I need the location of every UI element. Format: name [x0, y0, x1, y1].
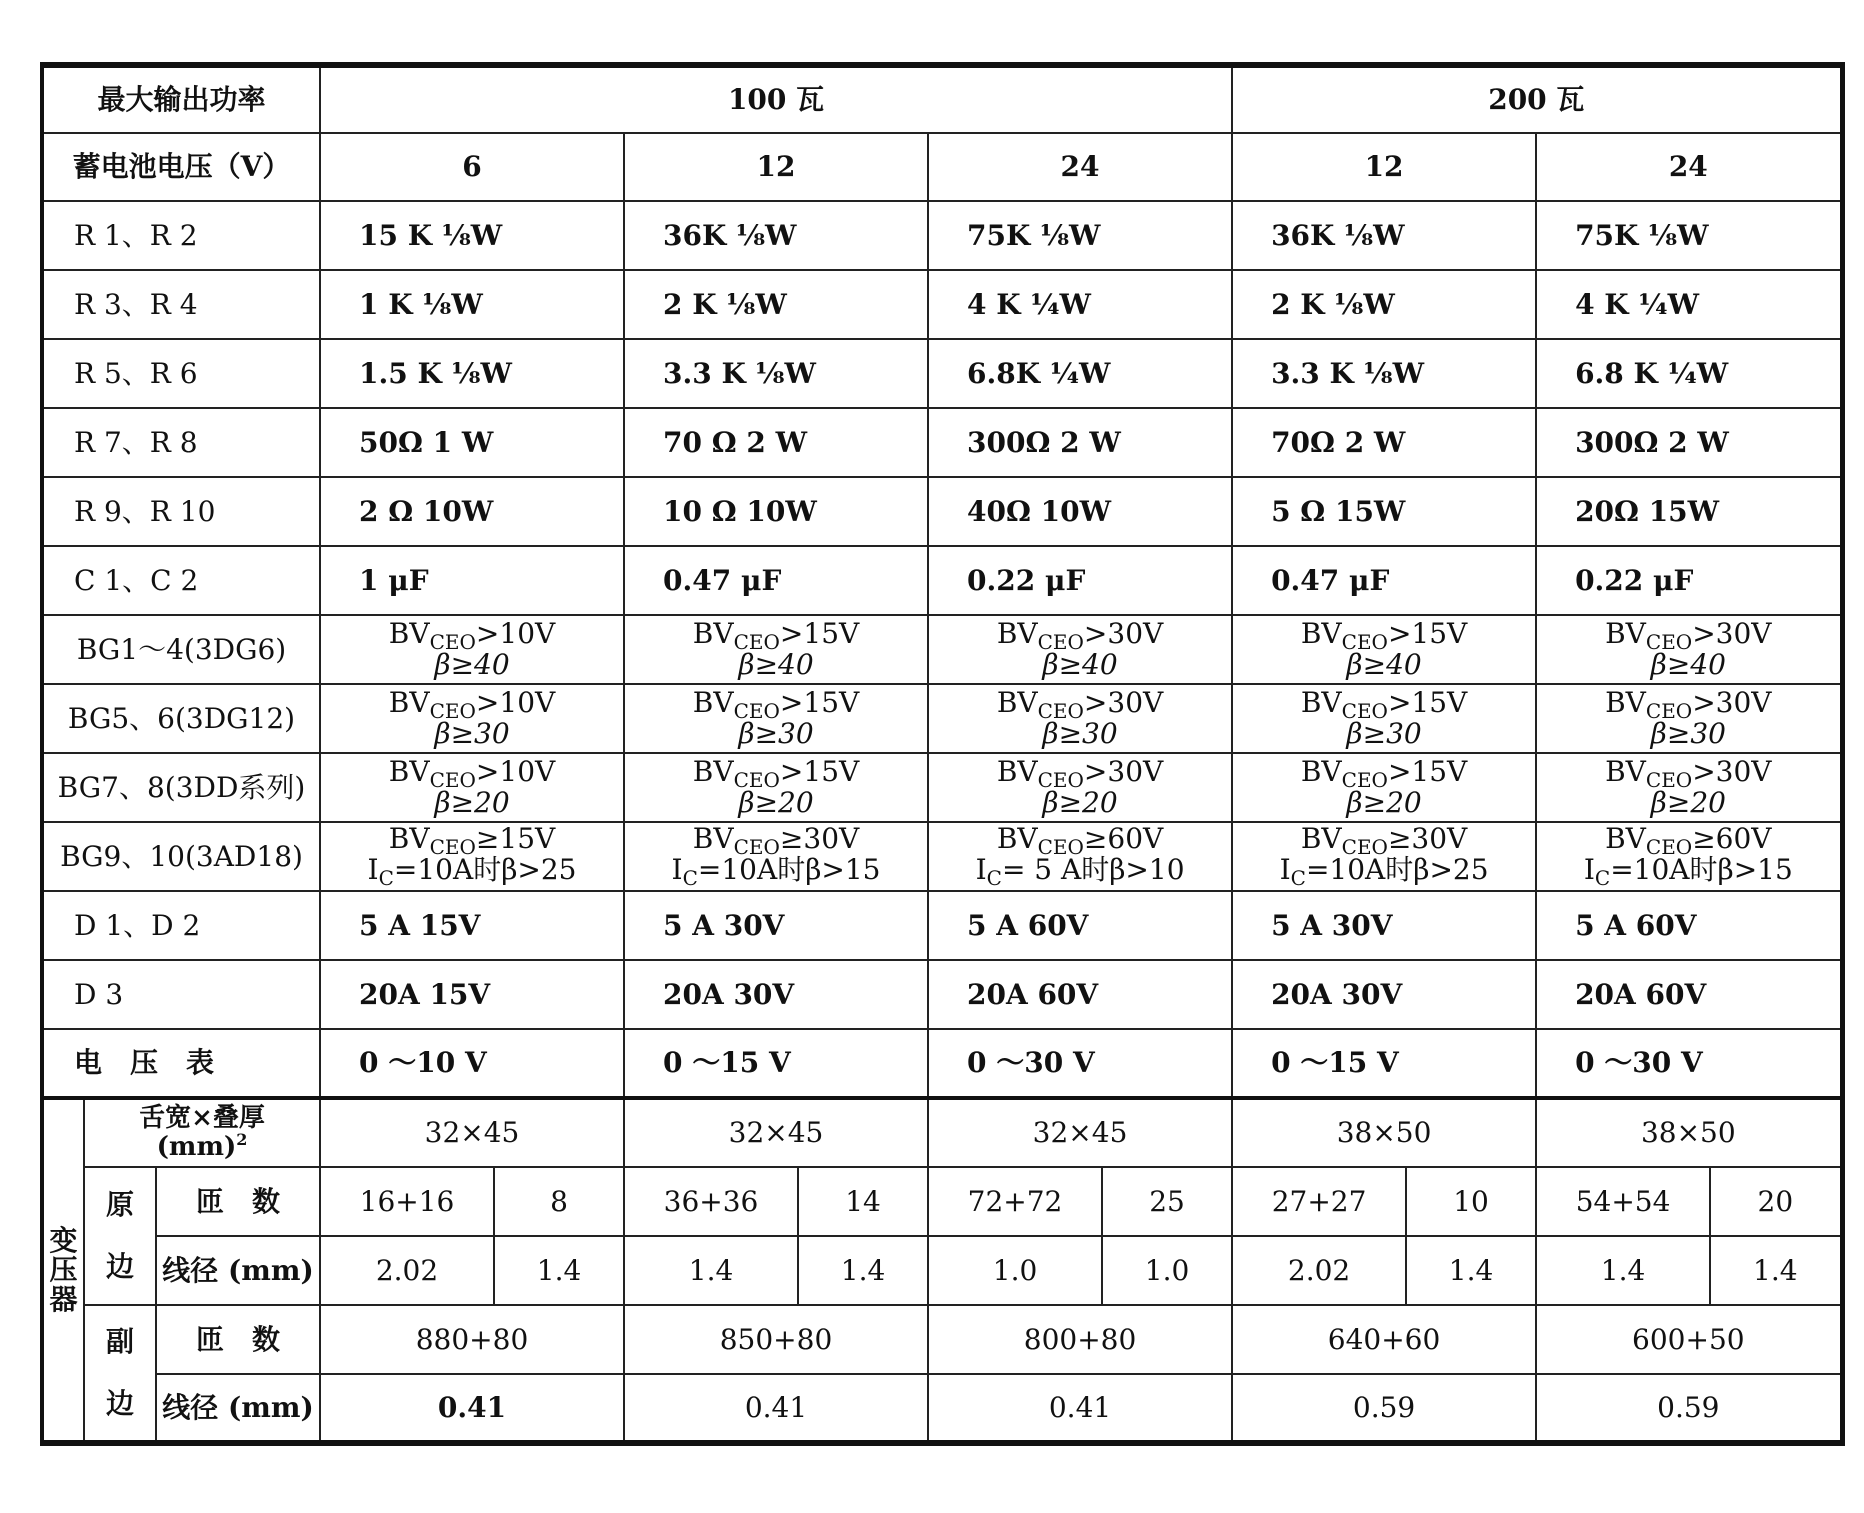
- secondary-char-1: 副: [105, 1325, 134, 1359]
- transistor-spec-cell: [928, 822, 1232, 891]
- cell: 20A 15V: [320, 960, 624, 1029]
- transistor-spec-cell: [320, 684, 624, 753]
- transistor-spec-cell: [624, 615, 928, 684]
- wire-diameter-label: 线径 (mm): [156, 1236, 320, 1305]
- transistor-spec-cell: [320, 753, 624, 822]
- bv-subscript: CEO: [1037, 698, 1084, 723]
- bv-prefix: BV: [1300, 821, 1342, 855]
- ic-prefix: I: [367, 852, 379, 886]
- table-row-d3: [42, 960, 1842, 1029]
- table-row-bg7-8: [42, 753, 1842, 822]
- cell: 5 Ω 15W: [1232, 477, 1536, 546]
- cell: 4 K ¼W: [928, 270, 1232, 339]
- cell: 70 Ω 2 W: [624, 408, 928, 477]
- bv-value: 30V: [1107, 685, 1164, 719]
- transistor-spec-cell: [1536, 822, 1842, 891]
- bv-value: 10V: [499, 616, 556, 650]
- power-group-200w: 200 瓦: [1232, 65, 1842, 133]
- transistor-spec-cell: [1232, 753, 1536, 822]
- wire-diameter-label: 线径 (mm): [156, 1374, 320, 1443]
- bv-subscript: CEO: [733, 834, 780, 859]
- transformer-group-label: [42, 1098, 84, 1443]
- bv-relation: ≥: [779, 821, 804, 855]
- cell: 36+36: [624, 1167, 798, 1236]
- bv-subscript: CEO: [733, 629, 780, 654]
- bv-prefix: BV: [388, 616, 430, 650]
- bv-value: 30V: [803, 821, 860, 855]
- cell: 14: [798, 1167, 928, 1236]
- core-size-label-text: 舌宽×叠厚: [139, 1102, 265, 1133]
- bv-value: 30V: [1715, 616, 1772, 650]
- row-label: D 1、D 2: [42, 891, 320, 960]
- core-unit-text: (mm): [156, 1132, 237, 1162]
- cell: 1.4: [494, 1236, 624, 1305]
- cell: 850+80: [624, 1305, 928, 1374]
- cell: 800+80: [928, 1305, 1232, 1374]
- voltage-6v: 6: [320, 133, 624, 201]
- cell: 0.59: [1232, 1374, 1536, 1443]
- bv-value: 15V: [1411, 754, 1468, 788]
- bv-value: 15V: [499, 821, 556, 855]
- cell: 880+80: [320, 1305, 624, 1374]
- beta-spec: β≥30: [1042, 716, 1118, 750]
- beta-spec: β≥30: [1346, 716, 1422, 750]
- row-label: BG9、10(3AD18): [42, 822, 320, 891]
- transistor-spec-cell: [624, 684, 928, 753]
- table-row-r9-r10: [42, 477, 1842, 546]
- bv-relation: >: [1692, 616, 1716, 650]
- row-label: R 7、R 8: [42, 408, 320, 477]
- transformer-char-2: 压: [49, 1253, 78, 1287]
- primary-winding-label: [84, 1167, 156, 1305]
- ic-beta-spec: [1233, 852, 1535, 890]
- cell: 600+50: [1536, 1305, 1842, 1374]
- cell: 5 A 15V: [320, 891, 624, 960]
- bv-relation: >: [1387, 616, 1412, 650]
- row-label: BG1～4(3DG6): [42, 615, 320, 684]
- cell: 5 A 30V: [1232, 891, 1536, 960]
- table-row-bg9-10: [42, 822, 1842, 891]
- beta-spec: β≥40: [1346, 647, 1422, 681]
- bv-prefix: BV: [1605, 685, 1646, 719]
- transistor-spec-cell: [1232, 684, 1536, 753]
- cell: 1.4: [1536, 1236, 1710, 1305]
- row-label: C 1、C 2: [42, 546, 320, 615]
- ic-beta-spec: [1537, 852, 1840, 890]
- bv-subscript: CEO: [1341, 767, 1388, 792]
- component-spec-table: [40, 62, 1845, 1446]
- bv-subscript: CEO: [1341, 698, 1388, 723]
- bv-relation: >: [475, 685, 500, 719]
- component-spec-sheet: [40, 62, 1840, 1446]
- table-row-transformer-core: [42, 1098, 1842, 1167]
- transistor-spec-cell: [624, 822, 928, 891]
- cell: 20: [1710, 1167, 1842, 1236]
- row-label: 电 压 表: [42, 1029, 320, 1098]
- bv-prefix: BV: [996, 821, 1038, 855]
- bv-prefix: BV: [388, 685, 430, 719]
- bv-relation: >: [1692, 754, 1716, 788]
- row-label: D 3: [42, 960, 320, 1029]
- cell: 1.0: [1102, 1236, 1232, 1305]
- cell: 10: [1406, 1167, 1536, 1236]
- row-label: R 5、R 6: [42, 339, 320, 408]
- transistor-spec-cell: [1536, 684, 1842, 753]
- cell: 1 μF: [320, 546, 624, 615]
- beta-spec: β≥20: [1346, 785, 1422, 819]
- transistor-spec-cell: [1232, 615, 1536, 684]
- bv-value: 30V: [1715, 685, 1772, 719]
- table-row-r3-r4: [42, 270, 1842, 339]
- bv-value: 60V: [1107, 821, 1164, 855]
- bv-relation: >: [779, 616, 804, 650]
- cell: 1.4: [1710, 1236, 1842, 1305]
- ic-prefix: I: [975, 852, 987, 886]
- bv-subscript: CEO: [1645, 698, 1693, 723]
- transistor-spec-cell: [928, 753, 1232, 822]
- max-power-label: 最大输出功率: [42, 65, 320, 133]
- cell: 0 ～15 V: [1232, 1029, 1536, 1098]
- cell: 25: [1102, 1167, 1232, 1236]
- cell: 1.4: [1406, 1236, 1536, 1305]
- bv-relation: >: [1083, 754, 1108, 788]
- cell: 2.02: [320, 1236, 494, 1305]
- bv-value: 60V: [1715, 821, 1772, 855]
- cell: 70Ω 2 W: [1232, 408, 1536, 477]
- bv-relation: >: [1387, 754, 1412, 788]
- bv-subscript: CEO: [1645, 834, 1693, 859]
- bv-subscript: CEO: [429, 629, 476, 654]
- core-size-unit: [85, 1132, 319, 1161]
- cell: 6.8K ¼W: [928, 339, 1232, 408]
- cell: 32×45: [928, 1098, 1232, 1167]
- ic-subscript: C: [986, 865, 1002, 890]
- bv-relation: >: [1692, 685, 1716, 719]
- turns-label: 匝 数: [156, 1305, 320, 1374]
- bv-relation: ≥: [1692, 821, 1716, 855]
- header-row-max-power: [42, 65, 1842, 133]
- bv-prefix: BV: [1300, 616, 1342, 650]
- core-unit-sup: 2: [236, 1130, 248, 1149]
- table-row-voltmeter: [42, 1029, 1842, 1098]
- cell: 36K ⅛W: [624, 201, 928, 270]
- cell: 640+60: [1232, 1305, 1536, 1374]
- bv-prefix: BV: [1605, 754, 1646, 788]
- bv-subscript: CEO: [1645, 767, 1693, 792]
- table-row-bg1-4: [42, 615, 1842, 684]
- table-row-secondary-turns: [42, 1305, 1842, 1374]
- row-label: R 9、R 10: [42, 477, 320, 546]
- bv-value: 10V: [499, 685, 556, 719]
- bv-prefix: BV: [996, 685, 1038, 719]
- cell: 15 K ⅛W: [320, 201, 624, 270]
- table-row-r7-r8: [42, 408, 1842, 477]
- ic-subscript: C: [378, 865, 394, 890]
- ic-subscript: C: [1290, 865, 1306, 890]
- cell: 5 A 60V: [1536, 891, 1842, 960]
- cell: 50Ω 1 W: [320, 408, 624, 477]
- beta-spec: β≥20: [1042, 785, 1118, 819]
- ic-beta-value: =10A时β>25: [393, 852, 577, 886]
- bv-subscript: CEO: [1037, 834, 1084, 859]
- cell: 20A 60V: [928, 960, 1232, 1029]
- cell: 10 Ω 10W: [624, 477, 928, 546]
- ic-beta-value: =10A时β>15: [1610, 852, 1793, 886]
- table-row-r1-r2: [42, 201, 1842, 270]
- cell: 38×50: [1232, 1098, 1536, 1167]
- beta-spec: β≥30: [738, 716, 814, 750]
- primary-char-1: 原: [105, 1188, 134, 1222]
- cell: 0.22 μF: [1536, 546, 1842, 615]
- bv-value: 15V: [803, 685, 860, 719]
- ic-prefix: I: [671, 852, 683, 886]
- transistor-spec-cell: [624, 753, 928, 822]
- bv-prefix: BV: [996, 616, 1038, 650]
- bv-relation: >: [1083, 616, 1108, 650]
- transistor-spec-cell: [928, 615, 1232, 684]
- bv-value: 15V: [803, 616, 860, 650]
- cell: 27+27: [1232, 1167, 1406, 1236]
- cell: 20Ω 15W: [1536, 477, 1842, 546]
- table-row-r5-r6: [42, 339, 1842, 408]
- bv-value: 30V: [1107, 616, 1164, 650]
- bv-relation: >: [475, 616, 500, 650]
- ic-prefix: I: [1583, 852, 1595, 886]
- transformer-char-3: 器: [49, 1282, 78, 1316]
- cell: 75K ⅛W: [1536, 201, 1842, 270]
- cell: 0 ～10 V: [320, 1029, 624, 1098]
- bv-relation: ≥: [1083, 821, 1108, 855]
- cell: 72+72: [928, 1167, 1102, 1236]
- cell: 20A 30V: [624, 960, 928, 1029]
- beta-spec: β≥40: [434, 647, 510, 681]
- cell: 4 K ¼W: [1536, 270, 1842, 339]
- bv-prefix: BV: [692, 821, 734, 855]
- bv-subscript: CEO: [1341, 834, 1388, 859]
- secondary-char-2: 边: [105, 1387, 134, 1420]
- bv-subscript: CEO: [429, 834, 476, 859]
- ic-beta-value: =10A时β>15: [697, 852, 881, 886]
- cell: 1.0: [928, 1236, 1102, 1305]
- cell: 300Ω 2 W: [928, 408, 1232, 477]
- bv-prefix: BV: [1605, 616, 1646, 650]
- cell: 8: [494, 1167, 624, 1236]
- row-label: R 3、R 4: [42, 270, 320, 339]
- ic-subscript: C: [1594, 865, 1611, 890]
- cell: 36K ⅛W: [1232, 201, 1536, 270]
- bv-relation: >: [779, 685, 804, 719]
- bv-prefix: BV: [388, 821, 430, 855]
- turns-label: 匝 数: [156, 1167, 320, 1236]
- bv-relation: >: [1083, 685, 1108, 719]
- voltage-12v-100w: 12: [624, 133, 928, 201]
- cell: 1.5 K ⅛W: [320, 339, 624, 408]
- cell: 0.41: [320, 1374, 624, 1443]
- cell: 0.47 μF: [1232, 546, 1536, 615]
- transistor-spec-cell: [320, 822, 624, 891]
- bv-prefix: BV: [1300, 685, 1342, 719]
- cell: 0.41: [928, 1374, 1232, 1443]
- secondary-winding-label: [84, 1305, 156, 1443]
- transistor-spec-cell: [928, 684, 1232, 753]
- bv-relation: >: [1387, 685, 1412, 719]
- table-row-c1-c2: [42, 546, 1842, 615]
- beta-spec: β≥20: [738, 785, 814, 819]
- table-row-primary-wire: [42, 1236, 1842, 1305]
- bv-subscript: CEO: [1037, 629, 1084, 654]
- bv-subscript: CEO: [1341, 629, 1388, 654]
- cell: 20A 30V: [1232, 960, 1536, 1029]
- beta-spec: β≥30: [434, 716, 510, 750]
- beta-spec: β≥20: [1650, 785, 1726, 819]
- cell: 5 A 30V: [624, 891, 928, 960]
- beta-spec: β≥20: [434, 785, 510, 819]
- cell: 16+16: [320, 1167, 494, 1236]
- voltage-12v-200w: 12: [1232, 133, 1536, 201]
- bv-prefix: BV: [388, 754, 430, 788]
- bv-relation: ≥: [475, 821, 500, 855]
- ic-beta-spec: [321, 852, 623, 890]
- cell: 40Ω 10W: [928, 477, 1232, 546]
- voltage-24v-100w: 24: [928, 133, 1232, 201]
- ic-prefix: I: [1279, 852, 1291, 886]
- bv-prefix: BV: [692, 754, 734, 788]
- cell: 54+54: [1536, 1167, 1710, 1236]
- cell: 2.02: [1232, 1236, 1406, 1305]
- cell: 75K ⅛W: [928, 201, 1232, 270]
- bv-value: 15V: [1411, 616, 1468, 650]
- core-size-label: [84, 1098, 320, 1167]
- cell: 1.4: [624, 1236, 798, 1305]
- cell: 20A 60V: [1536, 960, 1842, 1029]
- cell: 1 K ⅛W: [320, 270, 624, 339]
- bv-subscript: CEO: [429, 767, 476, 792]
- bv-prefix: BV: [692, 685, 734, 719]
- transistor-spec-cell: [320, 615, 624, 684]
- cell: 3.3 K ⅛W: [1232, 339, 1536, 408]
- bv-subscript: CEO: [1645, 629, 1693, 654]
- bv-prefix: BV: [996, 754, 1038, 788]
- cell: 32×45: [624, 1098, 928, 1167]
- row-label: BG7、8(3DD系列): [42, 753, 320, 822]
- beta-spec: β≥40: [1650, 647, 1726, 681]
- ic-beta-spec: [929, 852, 1231, 890]
- ic-beta-value: = 5 A时β>10: [1001, 852, 1185, 886]
- bv-value: 30V: [1411, 821, 1468, 855]
- bv-value: 15V: [1411, 685, 1468, 719]
- header-row-battery-voltage: [42, 133, 1842, 201]
- table-row-secondary-wire: [42, 1374, 1842, 1443]
- bv-relation: >: [779, 754, 804, 788]
- bv-prefix: BV: [1300, 754, 1342, 788]
- cell: 2 K ⅛W: [1232, 270, 1536, 339]
- ic-subscript: C: [682, 865, 698, 890]
- bv-subscript: CEO: [429, 698, 476, 723]
- cell: 2 K ⅛W: [624, 270, 928, 339]
- beta-spec: β≥40: [1042, 647, 1118, 681]
- bv-value: 15V: [803, 754, 860, 788]
- row-label: R 1、R 2: [42, 201, 320, 270]
- ic-beta-value: =10A时β>25: [1305, 852, 1489, 886]
- bv-prefix: BV: [692, 616, 734, 650]
- power-group-100w: 100 瓦: [320, 65, 1232, 133]
- cell: 0 ～30 V: [1536, 1029, 1842, 1098]
- cell: 0.59: [1536, 1374, 1842, 1443]
- bv-prefix: BV: [1605, 821, 1646, 855]
- bv-relation: ≥: [1387, 821, 1412, 855]
- table-row-d1-d2: [42, 891, 1842, 960]
- beta-spec: β≥40: [738, 647, 814, 681]
- cell: 0.47 μF: [624, 546, 928, 615]
- cell: 32×45: [320, 1098, 624, 1167]
- cell: 0.41: [624, 1374, 928, 1443]
- cell: 3.3 K ⅛W: [624, 339, 928, 408]
- bv-value: 10V: [499, 754, 556, 788]
- transistor-spec-cell: [1536, 753, 1842, 822]
- cell: 6.8 K ¼W: [1536, 339, 1842, 408]
- bv-value: 30V: [1107, 754, 1164, 788]
- table-row-primary-turns: [42, 1167, 1842, 1236]
- primary-char-2: 边: [105, 1250, 134, 1283]
- row-label: BG5、6(3DG12): [42, 684, 320, 753]
- ic-beta-spec: [625, 852, 927, 890]
- cell: 0 ～15 V: [624, 1029, 928, 1098]
- bv-value: 30V: [1715, 754, 1772, 788]
- cell: 0.22 μF: [928, 546, 1232, 615]
- cell: 300Ω 2 W: [1536, 408, 1842, 477]
- transistor-spec-cell: [1232, 822, 1536, 891]
- bv-relation: >: [475, 754, 500, 788]
- battery-voltage-label: 蓄电池电压（V）: [42, 133, 320, 201]
- cell: 5 A 60V: [928, 891, 1232, 960]
- cell: 1.4: [798, 1236, 928, 1305]
- bv-subscript: CEO: [733, 767, 780, 792]
- cell: 38×50: [1536, 1098, 1842, 1167]
- transformer-char-1: 变: [49, 1223, 78, 1257]
- bv-subscript: CEO: [1037, 767, 1084, 792]
- beta-spec: β≥30: [1650, 716, 1726, 750]
- cell: 0 ～30 V: [928, 1029, 1232, 1098]
- voltage-24v-200w: 24: [1536, 133, 1842, 201]
- bv-subscript: CEO: [733, 698, 780, 723]
- cell: 2 Ω 10W: [320, 477, 624, 546]
- transistor-spec-cell: [1536, 615, 1842, 684]
- table-row-bg5-6: [42, 684, 1842, 753]
